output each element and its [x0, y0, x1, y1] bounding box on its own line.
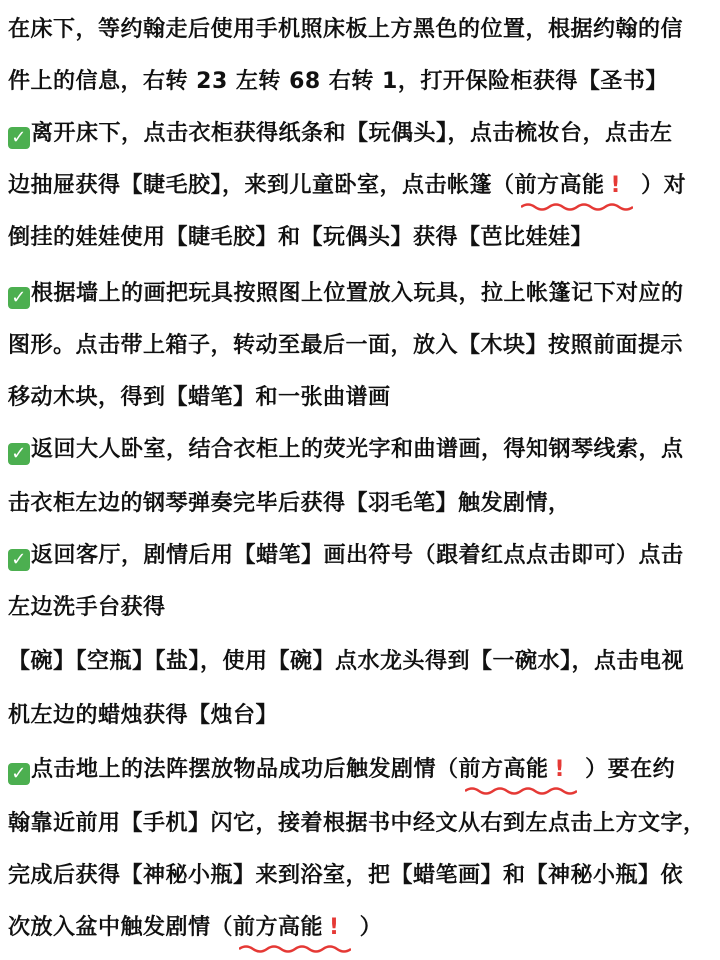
line-text: 左边洗手台获得: [8, 595, 166, 620]
step-line: [8, 114, 716, 154]
text-line: [8, 588, 716, 628]
text-line: [8, 378, 716, 418]
warning-highlight: [515, 166, 642, 206]
step-line: [8, 430, 716, 470]
text-line: [8, 484, 716, 524]
text-line: [8, 642, 716, 682]
warning-highlight: [459, 750, 586, 790]
warning-text: 前方高能: [233, 915, 324, 940]
text-line: [8, 62, 716, 102]
exclamation-icon: !: [610, 173, 622, 198]
check-mark-icon: ✓: [8, 549, 30, 571]
warning-text: 前方高能: [458, 757, 549, 782]
line-text: 点击地上的法阵摆放物品成功后触发剧情: [31, 757, 437, 782]
check-mark-icon: ✓: [8, 443, 30, 465]
line-text: 根据墙上的画把玩具按照图上位置放入玩具，拉上帐篷记下对应的: [31, 281, 684, 306]
warning-text: 前方高能: [514, 173, 605, 198]
text-line: [8, 218, 716, 258]
line-text: 击衣柜左边的钢琴弹奏完毕后获得【羽毛笔】触发剧情，: [8, 491, 571, 516]
text-line: [8, 326, 716, 366]
check-mark-icon: ✓: [8, 287, 30, 309]
paren-open: （: [436, 757, 459, 782]
step-line: [8, 750, 716, 790]
exclamation-icon: !: [554, 757, 566, 782]
line-text: 倒挂的娃娃使用【睫毛胶】和【玩偶头】获得【芭比娃娃】: [8, 225, 594, 250]
warning-highlight: [233, 908, 360, 948]
wavy-underline-icon: [465, 786, 577, 796]
line-text-tail: ）对: [641, 173, 687, 198]
wavy-underline-icon: [239, 944, 351, 954]
line-text: 次放入盆中触发剧情: [8, 915, 211, 940]
line-text-tail: ）: [359, 915, 383, 940]
text-line: [8, 166, 716, 206]
line-text: 图形。点击带上箱子，转动至最后一面，放入【木块】按照前面提示: [8, 333, 684, 358]
wavy-underline-icon: [521, 202, 633, 212]
check-mark-icon: ✓: [8, 127, 30, 149]
step-line: [8, 536, 716, 576]
line-text: 翰靠近前用【手机】闪它，接着根据书中经文从右到左点击上方文字，: [8, 811, 706, 836]
line-text: 返回大人卧室，结合衣柜上的荧光字和曲谱画，得知钢琴线索，点: [31, 437, 684, 462]
text-line: [8, 696, 716, 736]
line-text: 在床下，等约翰走后使用手机照床板上方黑色的位置，根据约翰的信: [8, 17, 684, 42]
line-text: 返回客厅，剧情后用【蜡笔】画出符号（跟着红点点击即可）点击: [31, 543, 684, 568]
check-mark-icon: ✓: [8, 763, 30, 785]
line-text: 完成后获得【神秘小瓶】来到浴室，把【蜡笔画】和【神秘小瓶】依: [8, 863, 684, 888]
line-text: 边抽屉获得【睫毛胶】，来到儿童卧室，点击帐篷: [8, 173, 493, 198]
line-text: 机左边的蜡烛获得【烛台】: [8, 703, 279, 728]
text-line: [8, 856, 716, 896]
exclamation-icon: !: [329, 915, 340, 940]
step-line: [8, 274, 716, 314]
text-line: [8, 908, 716, 948]
line-text-tail: ）要在约: [585, 757, 676, 782]
text-line: [8, 804, 716, 844]
paren-open: （: [492, 173, 515, 198]
line-text: 移动木块，得到【蜡笔】和一张曲谱画: [8, 385, 391, 410]
text-line: [8, 10, 716, 50]
line-text: 件上的信息，右转 23 左转 68 右转 1，打开保险柜获得【圣书】: [8, 69, 668, 94]
line-text: 【碗】【空瓶】【盐】，使用【碗】点水龙头得到【一碗水】，点击电视: [8, 649, 685, 674]
paren-open: （: [210, 915, 234, 940]
line-text: 离开床下，点击衣柜获得纸条和【玩偶头】，点击梳妆台，点击左: [31, 121, 673, 146]
